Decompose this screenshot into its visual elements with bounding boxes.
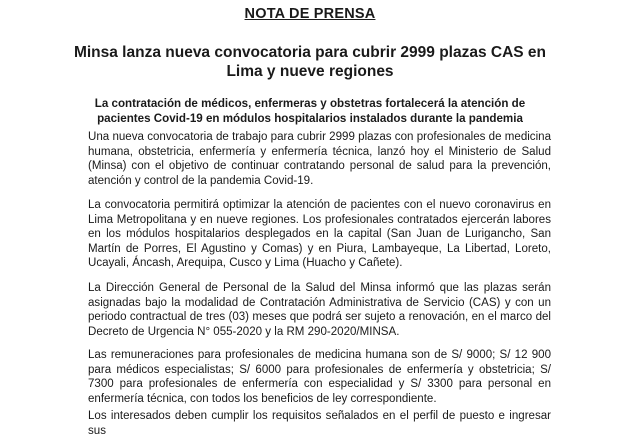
body-paragraph-3: La Dirección General de Personal de la Salud del Minsa informó que las plazas serán asignadas bajo la modalidad de Contratación Administrativa de Servicio (CAS) y con un periodo contractual de tres (03) meses que podrá ser sujeto a renovación, en el marco del Decreto de Urgencia N° 055-2020 y la RM 290-2020/MINSA. xyxy=(88,282,551,338)
body-paragraph-2: La convocatoria permitirá optimizar la atención de pacientes con el nuevo coronavirus en Lima Metropolitana y en nueve regiones. Los profesionales contratados ejercerán labores en los módulos hospitalarios desplegados en la capital (San Juan de Lurigancho, San Martín de Porres, El Agustino y Comas) y en Piura, Lambayeque, La Libertad, Loreto, Ucayali, Áncash, Arequipa, Cusco y Lima (Huacho y Cañete). xyxy=(88,199,551,270)
press-release-label: NOTA DE PRENSA xyxy=(244,6,376,22)
body-paragraph-5: Los interesados deben cumplir los requisitos señalados en el perfil de puesto e ingresar sus xyxy=(88,410,551,437)
headline: Minsa lanza nueva convocatoria para cubrir 2999 plazas CAS en Lima y nueve regiones xyxy=(73,44,547,80)
body-paragraph-1: Una nueva convocatoria de trabajo para cubrir 2999 plazas con profesionales de medicina humana, obstetricia, enfermería y enfermería técnica, lanzó hoy el Ministerio de Salud (Minsa) con el objetivo de continuar contratando personal de salud para la prevención, atención y control de la pandemia Covid-19. xyxy=(88,131,551,187)
body-paragraph-4: Las remuneraciones para profesionales de medicina humana son de S/ 9000; S/ 12 900 para médicos especialistas; S/ 6000 para profesionales de enfermería y obstetricia; S/ 7300 para profesionales de enfermería con especialidad y S/ 3300 para personal en enfermería técnica, con todos los beneficios de ley correspondiente. xyxy=(88,349,551,405)
subheadline: La contratación de médicos, enfermeras y obstetras fortalecerá la atención de pacientes Covid-19 en módulos hospitalarios instalados durante la pandemia xyxy=(94,97,526,125)
